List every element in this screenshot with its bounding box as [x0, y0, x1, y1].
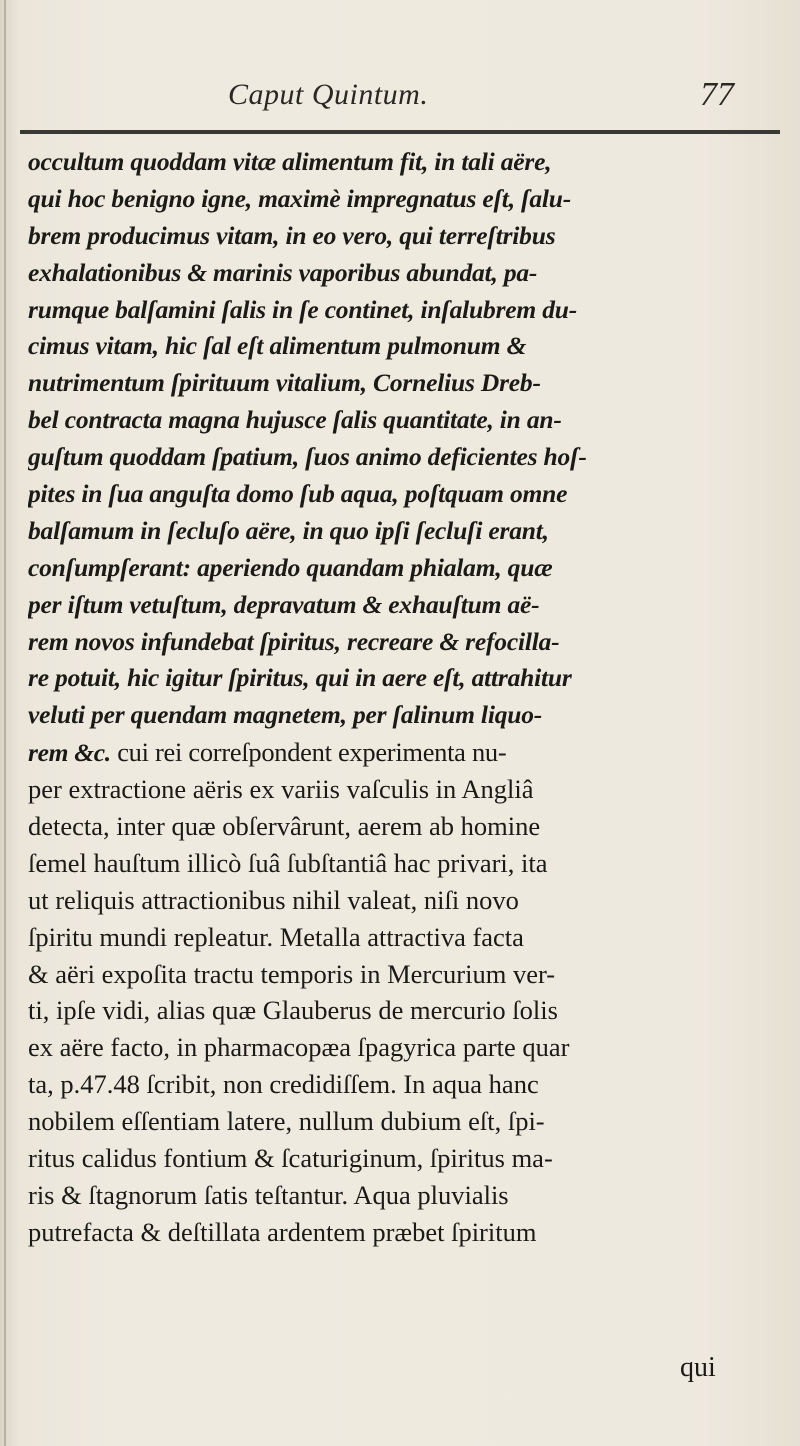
text-line: per extractione aëris ex variis vaſculis in Angliâ [28, 774, 534, 805]
text-line: detecta, inter quæ obſervârunt, aerem ab homine [28, 811, 541, 842]
mixed-roman-part: cui rei correſpondent experimenta nu- [110, 737, 507, 768]
text-line: ſemel hauſtum illicò ſuâ ſubſtantiâ hac privari, ita [28, 847, 548, 878]
text-line: nutrimentum ſpirituum vitalium, Cornelius Dreb- [28, 368, 541, 398]
mixed-italic-part: rem &c. [28, 738, 111, 768]
italic-block [28, 144, 780, 734]
mixed-text-line [28, 734, 780, 771]
text-line: nobilem eſſentiam latere, nullum dubium eſt, ſpi- [28, 1106, 545, 1137]
text-line: brem producimus vitam, in eo vero, qui terreſtribus [28, 220, 556, 250]
text-line: balſamum in ſecluſo aëre, in quo ipſi ſecluſi erant, [28, 515, 549, 545]
roman-block [28, 771, 780, 1251]
text-line: ut reliquis attractionibus nihil valeat, niſi novo [28, 884, 519, 915]
text-line: ex aëre facto, in pharmacopæa ſpagyrica parte quar [28, 1032, 570, 1063]
text-line: ſpiritu mundi repleatur. Metalla attractiva facta [28, 921, 524, 952]
text-line: putrefacta & deſtillata ardentem præbet ſpiritum [28, 1216, 537, 1247]
catchword: qui [680, 1352, 716, 1383]
text-line: ta, p.47.48 ſcribit, non credidiſſem. In aqua hanc [28, 1069, 539, 1100]
text-line: conſumpſerant: aperiendo quandam phialam, quæ [28, 552, 553, 582]
text-line: ritus calidus fontium & ſcaturiginum, ſpiritus ma- [28, 1143, 553, 1174]
page-header [0, 70, 800, 130]
body-text [28, 144, 780, 1251]
text-line: per iſtum vetuſtum, depravatum & exhauſtum aë- [28, 589, 540, 619]
text-line: veluti per quendam magnetem, per ſalinum liquo- [28, 700, 543, 730]
text-line: & aëri expoſita tractu temporis in Mercurium ver- [28, 958, 556, 989]
text-line: rem novos infundebat ſpiritus, recreare & refocilla- [28, 626, 560, 656]
text-line: exhalationibus & marinis vaporibus abundat, pa- [28, 257, 538, 287]
text-line: guſtum quoddam ſpatium, ſuos animo deficientes hoſ- [28, 442, 587, 472]
text-line: pites in ſua anguſta domo ſub aqua, poſtquam omne [28, 479, 568, 509]
text-line: occultum quoddam vitæ alimentum fit, in tali aëre, [28, 147, 552, 176]
text-line: qui hoc benigno igne, maximè impregnatus eſt, ſalu- [28, 183, 572, 213]
text-line: ris & ſtagnorum ſatis teſtantur. Aqua pluvialis [28, 1179, 509, 1210]
gutter-edge [4, 0, 6, 1446]
text-line: bel contracta magna hujusce ſalis quantitate, in an- [28, 405, 562, 435]
text-line: re potuit, hic igitur ſpiritus, qui in aere eſt, attrahitur [28, 663, 572, 693]
running-title: Caput Quintum. [228, 78, 429, 111]
text-line: rumque balſamini ſalis in ſe continet, inſalubrem du- [28, 294, 578, 324]
page-number: 77 [700, 76, 734, 113]
text-line: ti, ipſe vidi, alias quæ Glauberus de mercurio ſolis [28, 995, 558, 1026]
header-rule [20, 130, 780, 134]
text-line: cimus vitam, hic ſal eſt alimentum pulmonum & [28, 331, 527, 361]
